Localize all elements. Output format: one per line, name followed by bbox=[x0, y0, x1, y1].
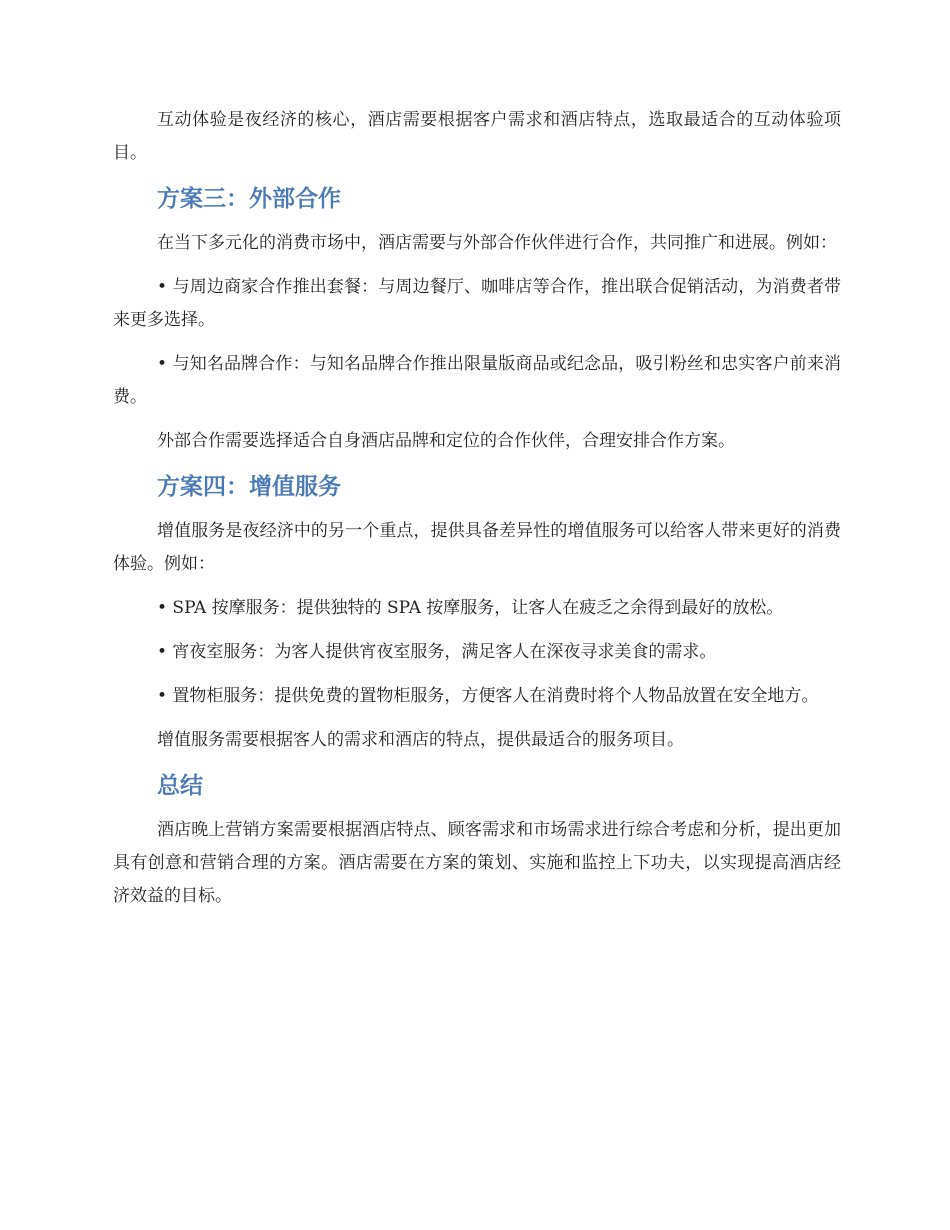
intro-paragraph: 互动体验是夜经济的核心，酒店需要根据客户需求和酒店特点，选取最适合的互动体验项目。 bbox=[113, 110, 841, 163]
document-page bbox=[113, 104, 841, 913]
section-heading-external-cooperation: 方案三：外部合作 bbox=[157, 186, 341, 212]
section-heading-value-added-services: 方案四：增值服务 bbox=[157, 474, 341, 500]
section4-bullet-item: • 置物柜服务：提供免费的置物柜服务，方便客人在消费时将个人物品放置在安全地方。 bbox=[157, 686, 819, 706]
section3-closing-paragraph: 外部合作需要选择适合自身酒店品牌和定位的合作伙伴，合理安排合作方案。 bbox=[157, 431, 735, 451]
section3-intro-paragraph: 在当下多元化的消费市场中，酒店需要与外部合作伙伴进行合作，共同推广和进展。例如： bbox=[157, 233, 837, 253]
section4-closing-paragraph: 增值服务需要根据客人的需求和酒店的特点，提供最适合的服务项目。 bbox=[157, 730, 684, 750]
section4-bullet-item: • SPA 按摩服务：提供独特的 SPA 按摩服务，让客人在疲乏之余得到最好的放松。 bbox=[157, 598, 784, 618]
section3-bullet-item: • 与周边商家合作推出套餐：与周边餐厅、咖啡店等合作，推出联合促销活动，为消费者带来更多选择。 bbox=[113, 277, 841, 330]
section3-bullet-item: • 与知名品牌合作：与知名品牌合作推出限量版商品或纪念品，吸引粉丝和忠实客户前来消费。 bbox=[113, 354, 841, 407]
section-heading-summary: 总结 bbox=[157, 773, 203, 799]
summary-paragraph: 酒店晚上营销方案需要根据酒店特点、顾客需求和市场需求进行综合考虑和分析，提出更加具有创意和营销合理的方案。酒店需要在方案的策划、实施和监控上下功夫，以实现提高酒店经济效益的目标。 bbox=[113, 820, 841, 906]
section4-bullet-item: • 宵夜室服务：为客人提供宵夜室服务，满足客人在深夜寻求美食的需求。 bbox=[157, 642, 717, 662]
section4-intro-paragraph: 增值服务是夜经济中的另一个重点，提供具备差异性的增值服务可以给客人带来更好的消费体验。例如： bbox=[113, 521, 841, 574]
